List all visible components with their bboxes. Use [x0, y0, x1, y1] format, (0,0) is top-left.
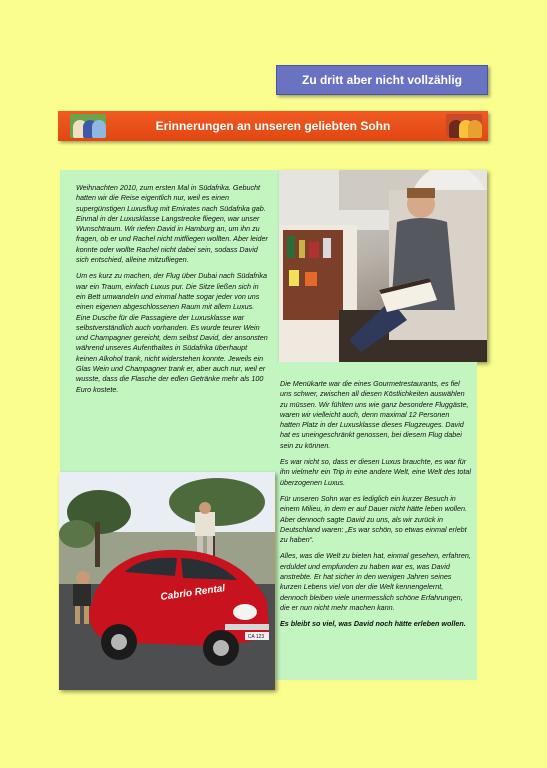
paragraph: Für unseren Sohn war es lediglich ein kurzer Besuch in einem Milieu, in dem er auf Dauer nicht hätte leben wollen. Aber dennoch sagte David zu uns, als wir zurück in Deutschland waren: „Es war schön, so etwas einmal erlebt zu haben“.	[280, 493, 467, 545]
car-photo-illustration	[59, 472, 275, 690]
license-plate: CA 123	[247, 634, 265, 640]
paragraph: Um es kurz zu machen, der Flug über Dubai nach Südafrika war ein Traum, einfach Luxus pur. Die Sitze ließen sich in ein Bett umwandeln und einmal hatte sogar jeder von uns einen eigenen abgeschlossenen Raum mit allem Luxus. Eine Dusche für die Passagiere der Luxusklasse war selbstverständlich auch vorhanden. Es wurde teurer Wein und Champagner gereicht, dem selbst David, der ansonsten während unseres Aufenthaltes in Südafrika überhaupt keinen Alkohol trank, nicht widerstehen konnte. Jeweils ein Glas Wein und Champagner trank er, aber auch nur, weil er wusste, dass die Flasche der edlen Getränke mehr als 100 Euro kostete.	[76, 271, 268, 394]
paragraph: Es war nicht so, dass er diesen Luxus brauchte, es war für ihn vielmehr ein Trip in eine andere Welt, eine Welt des total überzogenen Luxus.	[280, 457, 471, 487]
page-title: Zu dritt aber nicht vollzählig	[301, 73, 462, 87]
closing-line: Es bleibt so viel, was David noch hätte erleben wollen.	[280, 619, 466, 629]
cabin-photo-illustration	[279, 170, 487, 362]
family-photo-icon	[70, 114, 106, 138]
figure-icon	[92, 120, 106, 138]
car-sign: Cabrio Rental	[159, 583, 226, 603]
paragraph: Alles, was die Welt zu bieten hat, einmal gesehen, erfahren, erduldet und empfunden zu haben war es, was David anstrebte. Er hat sicher in den wenigen Jahren seines kurzen Lebens viel von der die Welt kennengelernt, dennoch bleiben viele unermesslich schöne Erfahrungen, die er nun nicht mehr machen kann.	[280, 551, 471, 612]
cabin-photo	[279, 170, 487, 362]
family-photo-icon	[446, 114, 482, 138]
car-photo	[59, 472, 275, 690]
story-text-left	[60, 170, 280, 480]
page-title-banner	[276, 65, 488, 95]
story-text-right	[276, 362, 477, 680]
paragraph: Die Menükarte war die eines Gourmetrestaurants, es fiel uns schwer, zwischen all diesen Köstlichkeiten auswählen zu müssen. Wir fühlten uns wie ganz besondere Fluggäste, waren wir vielleicht auch, denn maximal 12 Personen hatten Platz in der Luxusklasse dieses Flugzeuges. David hat es uneingeschränkt genossen, bei diesem Flug dabei sein zu können.	[280, 379, 469, 450]
section-banner	[58, 111, 488, 141]
section-title: Erinnerungen an unseren geliebten Sohn	[155, 119, 391, 133]
paragraph: Weihnachten 2010, zum ersten Mal in Südafrika. Gebucht hatten wir die Reise eigentlich nur, weil es einen supergünstigen Luxusflug mit Emirates nach Südafrika gab. Einmal in der Luxusklasse Langstrecke fliegen, war unser Wunschtraum. Wir riefen David in Hamburg an, um ihn zu fragen, ob er und Rachel nicht mitfliegen wollten. Aber leider konnte oder wollte Rachel nicht dabei sein, sodass David sich entschied, alleine mitzufliegen.	[76, 183, 268, 265]
figure-icon	[468, 120, 482, 138]
